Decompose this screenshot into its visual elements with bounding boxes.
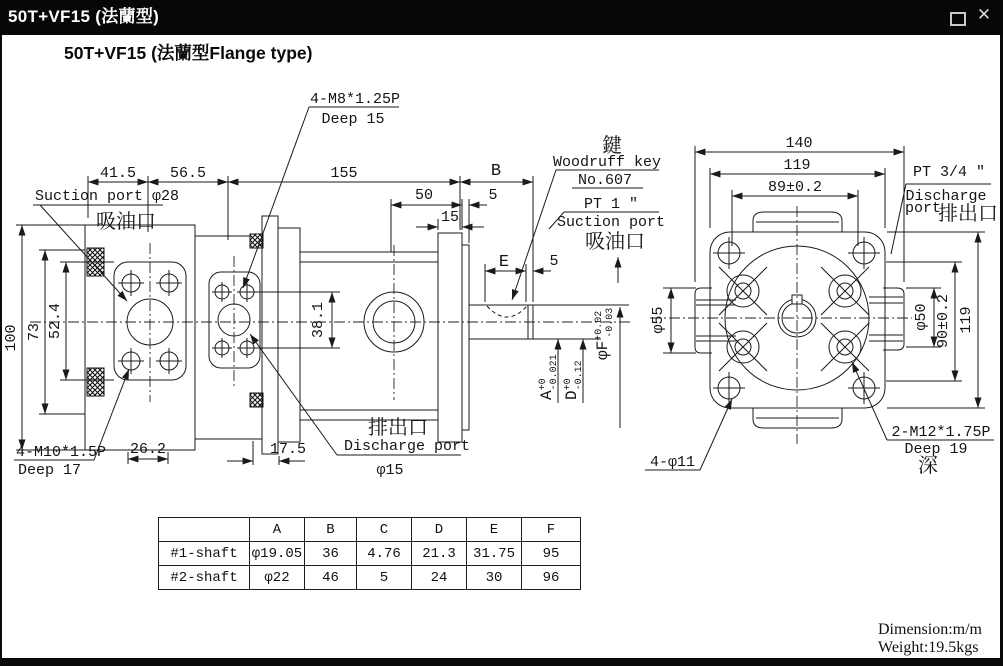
dim-56-5-label: 56.5	[169, 165, 207, 182]
cell-f1: 95	[522, 542, 581, 566]
sheet-edge-left	[0, 35, 2, 666]
pt34-port-label: port	[904, 200, 942, 217]
dim-15-label: 15	[440, 209, 460, 226]
table-header-c: C	[357, 518, 412, 542]
cell-a2: φ22	[250, 566, 305, 590]
table-header-b: B	[305, 518, 357, 542]
window-title: 50T+VF15 (法蘭型)	[8, 7, 160, 26]
table-header-f: F	[522, 518, 581, 542]
cell-e2: 30	[467, 566, 522, 590]
discharge-phi15-label: φ15	[376, 462, 404, 479]
dim-38-1-label: 38.1	[310, 301, 327, 339]
suction-port-left-cn: 吸油口	[96, 211, 156, 233]
dim-119-top-label: 119	[783, 157, 811, 174]
tol-f-label: $\varphi F^{+0.02}-0.03$	[594, 307, 616, 360]
dim-41-5-label: 41.5	[99, 165, 137, 182]
m12-depth-cn: 深	[918, 455, 938, 477]
m8-depth-label: Deep 15	[321, 111, 385, 128]
phi11-holes-label: 4-φ11	[650, 454, 696, 471]
cell-a1: φ19.05	[250, 542, 305, 566]
dim-E-label: E	[498, 253, 510, 272]
dim-90-label: 90±0.2	[935, 293, 952, 349]
discharge-port-cn: 排出口	[368, 417, 428, 439]
close-icon[interactable]: ✕	[976, 5, 992, 24]
woodruff-key-cn: 鍵	[602, 135, 622, 157]
weight-note: Weight:19.5kgs	[878, 639, 979, 656]
m8-thread-label: 4-M8*1.25P	[309, 91, 401, 108]
dim-26-2-label: 26.2	[129, 441, 167, 458]
table-header-a: A	[250, 518, 305, 542]
m10-thread-label: 4-M10*1.5P	[16, 444, 107, 461]
dim-5-top-label: 5	[488, 187, 498, 204]
dim-17-5-label: 17.5	[269, 441, 307, 458]
dim-155-label: 155	[330, 165, 358, 182]
table-row	[159, 566, 581, 590]
m12-depth-label: Deep 19	[904, 441, 968, 458]
dim-52-4-label: 52.4	[47, 302, 64, 340]
maximize-icon[interactable]	[950, 12, 966, 26]
cell-f2: 96	[522, 566, 581, 590]
pt1-suction-cn: 吸油口	[585, 231, 645, 253]
dim-140-label: 140	[785, 135, 813, 152]
pt34-discharge-cn: 排出口	[938, 203, 998, 225]
tol-a-label: $A^{+0}-0.021$	[538, 354, 560, 400]
pt34-discharge-label: Discharge	[905, 188, 987, 205]
dim-119-right-label: 119	[958, 306, 975, 334]
table-header-row	[159, 518, 581, 542]
row-label: #1-shaft	[159, 542, 250, 566]
table-header-blank	[159, 518, 250, 542]
table-header-d: D	[412, 518, 467, 542]
left-view-linework	[30, 216, 632, 454]
drawing-notes	[878, 621, 982, 657]
cell-e1: 31.75	[467, 542, 522, 566]
cell-c1: 4.76	[357, 542, 412, 566]
dim-phi50-label: φ50	[913, 303, 930, 331]
discharge-port-label: Discharge port	[344, 438, 471, 455]
m12-thread-label: 2-M12*1.75P	[891, 424, 991, 441]
cell-c2: 5	[357, 566, 412, 590]
cell-b1: 36	[305, 542, 357, 566]
dim-phi55-label: φ55	[650, 306, 667, 334]
dim-89-label: 89±0.2	[767, 179, 823, 196]
dim-5-key-label: 5	[549, 253, 559, 270]
table-row	[159, 542, 581, 566]
cell-b2: 46	[305, 566, 357, 590]
dim-B-label: B	[490, 162, 502, 181]
page-title: 50T+VF15 (法蘭型Flange type)	[64, 43, 313, 63]
pt34-label: PT 3/4 "	[912, 164, 986, 181]
m10-depth-label: Deep 17	[18, 462, 82, 479]
shaft-spec-table	[158, 517, 581, 590]
row-label: #2-shaft	[159, 566, 250, 590]
pt1-label: PT 1 "	[583, 196, 639, 213]
table-header-e: E	[467, 518, 522, 542]
suction-port-left-label: Suction port φ28	[35, 188, 180, 205]
woodruff-key-no: No.607	[577, 172, 633, 189]
woodruff-key-label: Woodruff key	[552, 154, 662, 171]
dim-73-label: 73	[26, 322, 43, 342]
pt1-suction-label: Suction port	[556, 214, 666, 231]
cell-d2: 24	[412, 566, 467, 590]
tol-d-label: $D^{+0}-0.12$	[563, 360, 585, 400]
dim-50-label: 50	[414, 187, 434, 204]
left-view-callouts	[14, 91, 665, 479]
sheet-edge-bottom	[0, 658, 1003, 666]
window-titlebar	[0, 0, 1003, 35]
dim-100-label: 100	[3, 324, 20, 352]
cell-d1: 21.3	[412, 542, 467, 566]
dimension-note: Dimension:m/m	[878, 621, 982, 638]
